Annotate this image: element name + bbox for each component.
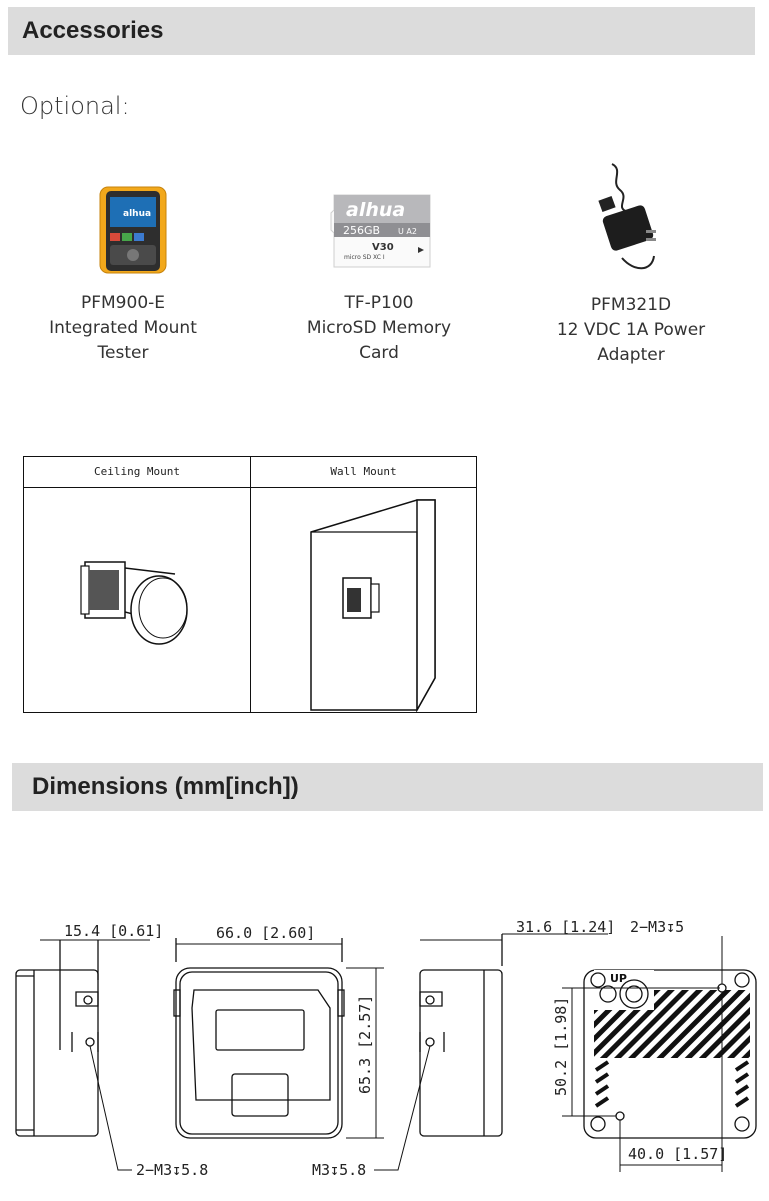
bottom-view [584,970,756,1138]
svg-text:alhua: alhua [123,209,152,219]
rear-hole-leader [374,1046,430,1170]
up-label: UP [610,972,627,985]
mounting-table [23,456,477,713]
caption-line: Card [359,343,399,363]
caption-line: Integrated Mount [49,318,197,338]
side-view-right [420,934,502,1136]
caption-line: TF-P100 [344,293,414,313]
accessory-caption-tester [23,291,223,366]
rear-hole-label: M3↧5.8 [312,1161,367,1179]
caption-line: 12 VDC 1A Power [556,320,706,340]
card-type-text: micro SD XC I [344,254,385,261]
bottom-width-label: 40.0 [1.57] [628,1145,728,1163]
bottom-height-label: 50.2 [1.98] [552,996,570,1096]
wall-mount-drawing [305,492,437,712]
table-divider [250,457,251,712]
accessories-title: Accessories [22,17,164,44]
power-adapter-image [594,160,670,278]
caption-line: PFM900-E [80,293,166,313]
rear-depth-label: 31.6 [1.24] [516,918,616,936]
bottom-holes-label: 2−M3↧5 [630,918,685,936]
side-holes-label: 2−M3↧5.8 [136,1161,209,1179]
front-height-label: 65.3 [2.57] [356,994,374,1094]
caption-line: Tester [97,343,149,363]
dimensions-title: Dimensions (mm[inch]) [32,773,299,800]
tester-image [96,183,170,275]
accessory-caption-adapter [531,293,731,368]
caption-line: PFM321D [590,295,672,315]
dimension-drawings [0,880,769,1198]
side-holes-leader [90,1046,132,1170]
side-depth-label: 15.4 [0.61] [64,922,164,940]
dimensions-header [12,763,763,811]
card-capacity-text: 256GB [343,224,381,237]
ceiling-mount-drawing [79,552,199,652]
card-marks-text: U A2 [398,227,417,236]
caption-line: MicroSD Memory [306,318,452,338]
caption-line: Adapter [597,345,665,365]
optional-label: Optional: [20,92,130,120]
side-view-left [16,940,98,1136]
wall-mount-header: Wall Mount [251,457,476,488]
card-brand-text: alhua [346,199,406,221]
front-width-label: 66.0 [2.60] [216,924,316,942]
microsd-card-image [330,193,434,271]
accessory-caption-sdcard [279,291,479,366]
front-view [174,938,344,1138]
card-speed-text: V30 [372,242,394,253]
accessories-header [8,7,755,55]
ceiling-mount-header: Ceiling Mount [24,457,250,488]
